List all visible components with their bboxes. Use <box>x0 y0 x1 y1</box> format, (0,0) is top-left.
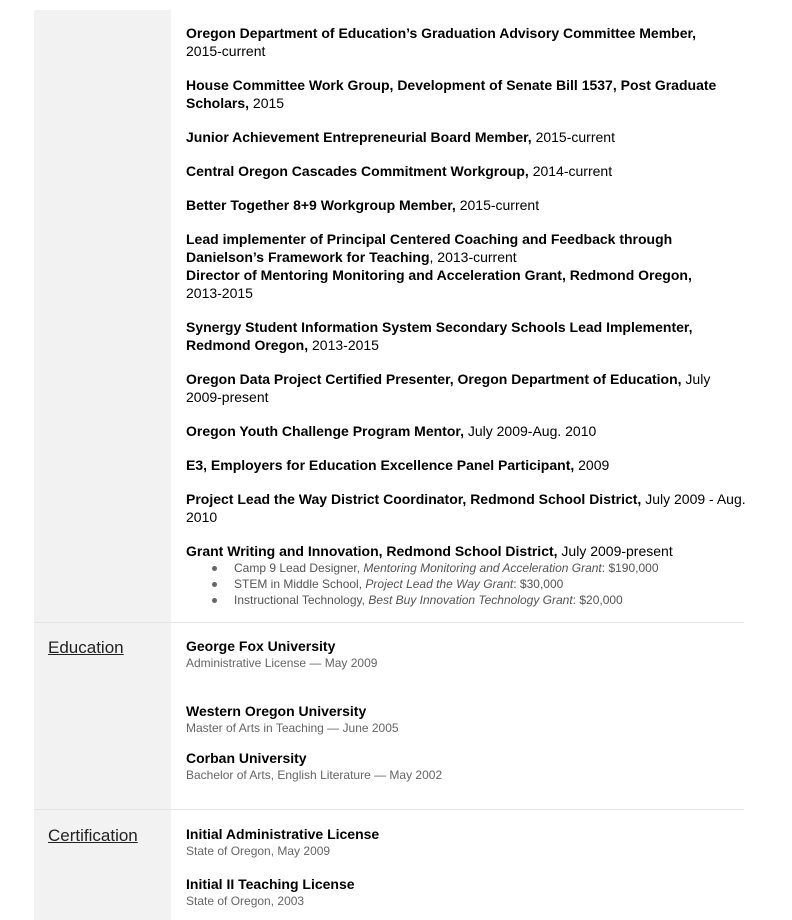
list-item: Instructional Technology, Best Buy Innovation Technology Grant: $20,000 <box>210 592 746 608</box>
certification-heading: Certification <box>48 826 138 845</box>
degree-detail: Bachelor of Arts, English Literature — May 2002 <box>186 768 443 782</box>
list-item: Camp 9 Lead Designer, Mentoring Monitoring and Acceleration Grant: $190,000 <box>210 560 746 576</box>
experience-entry: Director of Mentoring Monitoring and Acceleration Grant, Redmond Oregon, 2013-2015 <box>186 267 692 301</box>
license-name: Initial II Teaching License <box>186 876 355 892</box>
experience-list <box>186 24 746 608</box>
experience-entry: House Committee Work Group, Development of Senate Bill 1537, Post Graduate Scholars, 2015 <box>186 77 717 111</box>
list-item: STEM in Middle School, Project Lead the Way Grant: $30,000 <box>210 576 746 592</box>
education-heading: Education <box>48 638 124 657</box>
section-divider <box>34 622 744 623</box>
experience-entry: E3, Employers for Education Excellence Panel Participant, 2009 <box>186 457 610 473</box>
education-item <box>186 702 746 737</box>
experience-entry: Lead implementer of Principal Centered Coaching and Feedback through Danielson’s Framework for Teaching, 2013-current <box>186 231 673 265</box>
experience-entry: Synergy Student Information System Secondary Schools Lead Implementer, Redmond Oregon, 2013-2015 <box>186 319 693 353</box>
school-name: Corban University <box>186 750 307 766</box>
experience-entry: Oregon Data Project Certified Presenter, Oregon Department of Education, July 2009-present <box>186 371 711 405</box>
sidebar-bg-experience <box>34 10 171 622</box>
experience-entry: Grant Writing and Innovation, Redmond School District, July 2009-present <box>186 543 673 559</box>
grant-list <box>186 560 746 608</box>
experience-entry: Central Oregon Cascades Commitment Workgroup, 2014-current <box>186 163 613 179</box>
license-name: Initial Administrative License <box>186 826 380 842</box>
experience-entry: Junior Achievement Entrepreneurial Board Member, 2015-current <box>186 129 615 145</box>
school-name: Western Oregon University <box>186 703 367 719</box>
education-item <box>186 749 746 784</box>
experience-entry: Project Lead the Way District Coordinator, Redmond School District, July 2009 - Aug. 2010 <box>186 491 746 525</box>
certification-item <box>186 875 746 910</box>
degree-detail: Master of Arts in Teaching — June 2005 <box>186 721 399 735</box>
experience-entry: Oregon Youth Challenge Program Mentor, July 2009-Aug. 2010 <box>186 423 597 439</box>
section-divider <box>34 809 744 810</box>
school-name: George Fox University <box>186 638 336 654</box>
experience-entry: Better Together 8+9 Workgroup Member, 2015-current <box>186 197 540 213</box>
license-detail: State of Oregon, 2003 <box>186 894 305 908</box>
degree-detail: Administrative License — May 2009 <box>186 656 378 670</box>
license-detail: State of Oregon, May 2009 <box>186 844 331 858</box>
education-item <box>186 637 746 672</box>
certification-item <box>186 825 746 860</box>
experience-entry: Oregon Department of Education’s Graduation Advisory Committee Member, 2015-current <box>186 25 697 59</box>
